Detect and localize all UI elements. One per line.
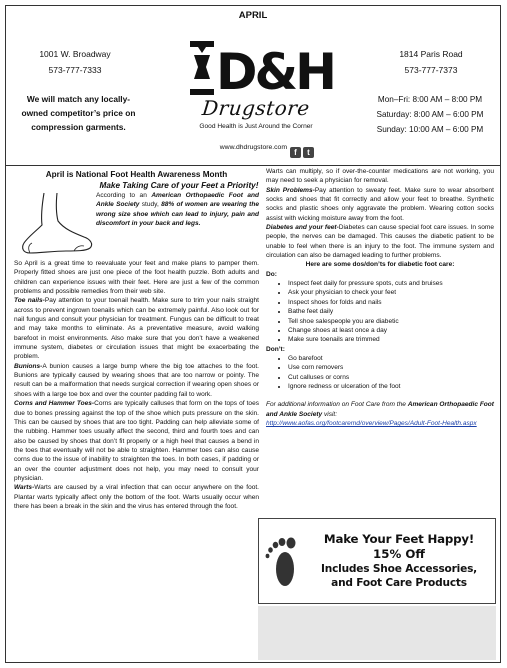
corns-section: Corns and Hammer Toes-Corns are typically calluses that form on the tops of toes due to bones pressing against the top of the shoe which puts pressure on the skin. This can be caused by shoes that are too tight. Padding can help alleviate some of the rubbing. Hammer toes usually affect the second, third and fourth toes and can also be caused by shoes that don’t fit properly or a high heel that causes a bend in the toes that eventually will not be able to straighten. Hammer toes can also cause corns due to the issue of inability to straighten the toes. In both cases, if padding or an over the counter adjustment does not help, you may need to consult your physician.	[14, 400, 259, 482]
list-item: • Tell shoe salespeople you are diabetic	[288, 317, 494, 326]
list-item: • Cut calluses or corns	[288, 373, 494, 382]
foot-outline-illustration	[14, 191, 96, 259]
promo-discount: 15% Off	[373, 547, 425, 561]
tagline: Good Health is Just Around the Corner	[199, 123, 313, 130]
dh-logo	[190, 41, 334, 161]
promo-title: Make Your Feet Happy!	[323, 532, 475, 546]
intro-paragraph: According to an American Orthopaedic Foot and Ankle Society study, 88% of women are wearing the wrong size shoe which can lead to injury, pain and discomfort in your back and legs.	[96, 192, 260, 228]
twitter-icon[interactable]: t	[303, 147, 314, 158]
foot-health-link[interactable]: http://www.aofas.org/footcaremd/overview/Pages/Adult-Foot-Health.aspx	[266, 419, 477, 427]
intro-block	[14, 191, 259, 259]
bunions-section: Bunions-A bunion causes a large bump where the big toe attaches to the foot. Bunions are typically caused by wearing shoes that are too narrow or pointy. The result can be a malformation that needs surgical correction if wearing open shoes or shoes with a large toe box and over the counter padding fail to work.	[14, 362, 259, 398]
drugstore-wordmark: Drugstore	[200, 96, 312, 120]
article-right-column	[266, 167, 494, 428]
promo-box	[258, 518, 496, 604]
list-item: • Make sure toenails are trimmed	[288, 335, 494, 344]
article-left-column	[14, 167, 259, 511]
more-info-text: For additional information on Foot Care from the American Orthopaedic Foot and Ankle Society visit:	[266, 401, 494, 418]
list-item: • Ask your physician to check your feet	[288, 288, 494, 297]
promo-shaded-area	[258, 606, 496, 660]
right-street: 1814 Paris Road	[399, 49, 463, 59]
list-item: • Inspect feet daily for pressure spots, cuts and bruises	[288, 279, 494, 288]
do-label: Do:	[266, 270, 277, 278]
skin-problems-section: Skin Problems-Pay attention to sweaty feet. Make sure to wear absorbent socks and shoes that fit correctly and allow your feet to breathe. Synthetic socks and plastic shoes only aggravate the problem. Wearing cotton socks assist with wicking moisture away from the foot.	[266, 186, 494, 222]
hours-sunday: Sunday: 10:00 AM – 6:00 PM	[376, 125, 484, 134]
newsletter-page	[5, 5, 501, 663]
list-item: • Inspect shoes for folds and nails	[288, 298, 494, 307]
month-title: APRIL	[238, 10, 268, 21]
awareness-title: April is National Foot Health Awareness Month	[45, 170, 228, 179]
left-phone: 573-777-7333	[48, 65, 102, 75]
article-heading: Make Taking Care of your Feet a Priority!	[99, 181, 259, 190]
facebook-icon[interactable]: f	[290, 147, 301, 158]
header-divider	[6, 165, 500, 166]
dh-letters: D&H	[216, 43, 334, 101]
left-store-address	[20, 46, 130, 78]
list-item: • Ignore redness or ulceration of the foot	[288, 382, 494, 391]
list-item: • Use corn removers	[288, 363, 494, 372]
social-icons	[290, 142, 316, 160]
list-item: • Go barefoot	[288, 354, 494, 363]
promo-text	[303, 532, 495, 590]
right-store-address	[376, 46, 486, 78]
hours-saturday: Saturday: 8:00 AM – 6:00 PM	[376, 110, 484, 119]
toe-nails-section: Toe nails-Pay attention to your toenail health. Make sure to trim your nails straight across to prevent ingrown toenails which can be extremely painful. Also look out for nail fungus and consult your physician for treatment. Fungus can be difficult to treat and may take months to eliminate. As a preventative measure, avoid walking barefoot in moist environments. Also make sure that you don’t have a weakened immune system, diabetes or circulation issues that might be exacerbating the problem.	[14, 297, 259, 361]
diabetes-section: Diabetes and your feet-Diabetes can cause special foot care issues. In some people, the nerves can be damaged. This causes the diabetic patient to be unable to feel when there is an injury to the foot. The immune system and circulation can also be damaged leading to further problems.	[266, 224, 494, 260]
dh-logo-mark	[190, 41, 334, 101]
diabetic-tips-heading: Here are some dos/don’ts for diabetic foot care:	[305, 261, 455, 269]
right-phone: 573-777-7373	[404, 65, 458, 75]
website-link[interactable]: www.dhdrugstore.com	[219, 144, 287, 151]
list-item: • Change shoes at least once a day	[288, 326, 494, 335]
dont-label: Don’t:	[266, 345, 285, 353]
list-item: • Bathe feet daily	[288, 307, 494, 316]
left-street: 1001 W. Broadway	[39, 49, 111, 59]
price-match-notice: We will match any locally-owned competitor’s price on compression garments.	[21, 94, 136, 132]
store-hours	[361, 92, 499, 137]
overview-paragraph: So April is a great time to reevaluate your feet and make plans to pamper them. Properly fitted shoes are just one piece of the foot health puzzle. Both adults and children can experience issues with their feet. Here are just a few of the common problems and possible remedies from their web site.	[14, 260, 259, 296]
donts-list	[266, 354, 494, 391]
warts-section: Warts-Warts are caused by a viral infection that can occur anywhere on the foot. Plantar warts typically affect only the bottom of the foot. Warts usually occur when there has been a break in the skin and the virus has entered through the foot.	[14, 484, 259, 510]
dos-list	[266, 279, 494, 344]
promo-line-1: Includes Shoe Accessories,	[320, 563, 478, 575]
hours-weekday: Mon–Fri: 8:00 AM – 8:00 PM	[377, 95, 483, 104]
warts-continued: Warts can multiply, so if over-the-counter medications are not working, you may need to seek a physician for removal.	[266, 168, 494, 185]
promo-line-2: and Foot Care Products	[331, 577, 467, 589]
footprint-icon	[265, 531, 303, 591]
